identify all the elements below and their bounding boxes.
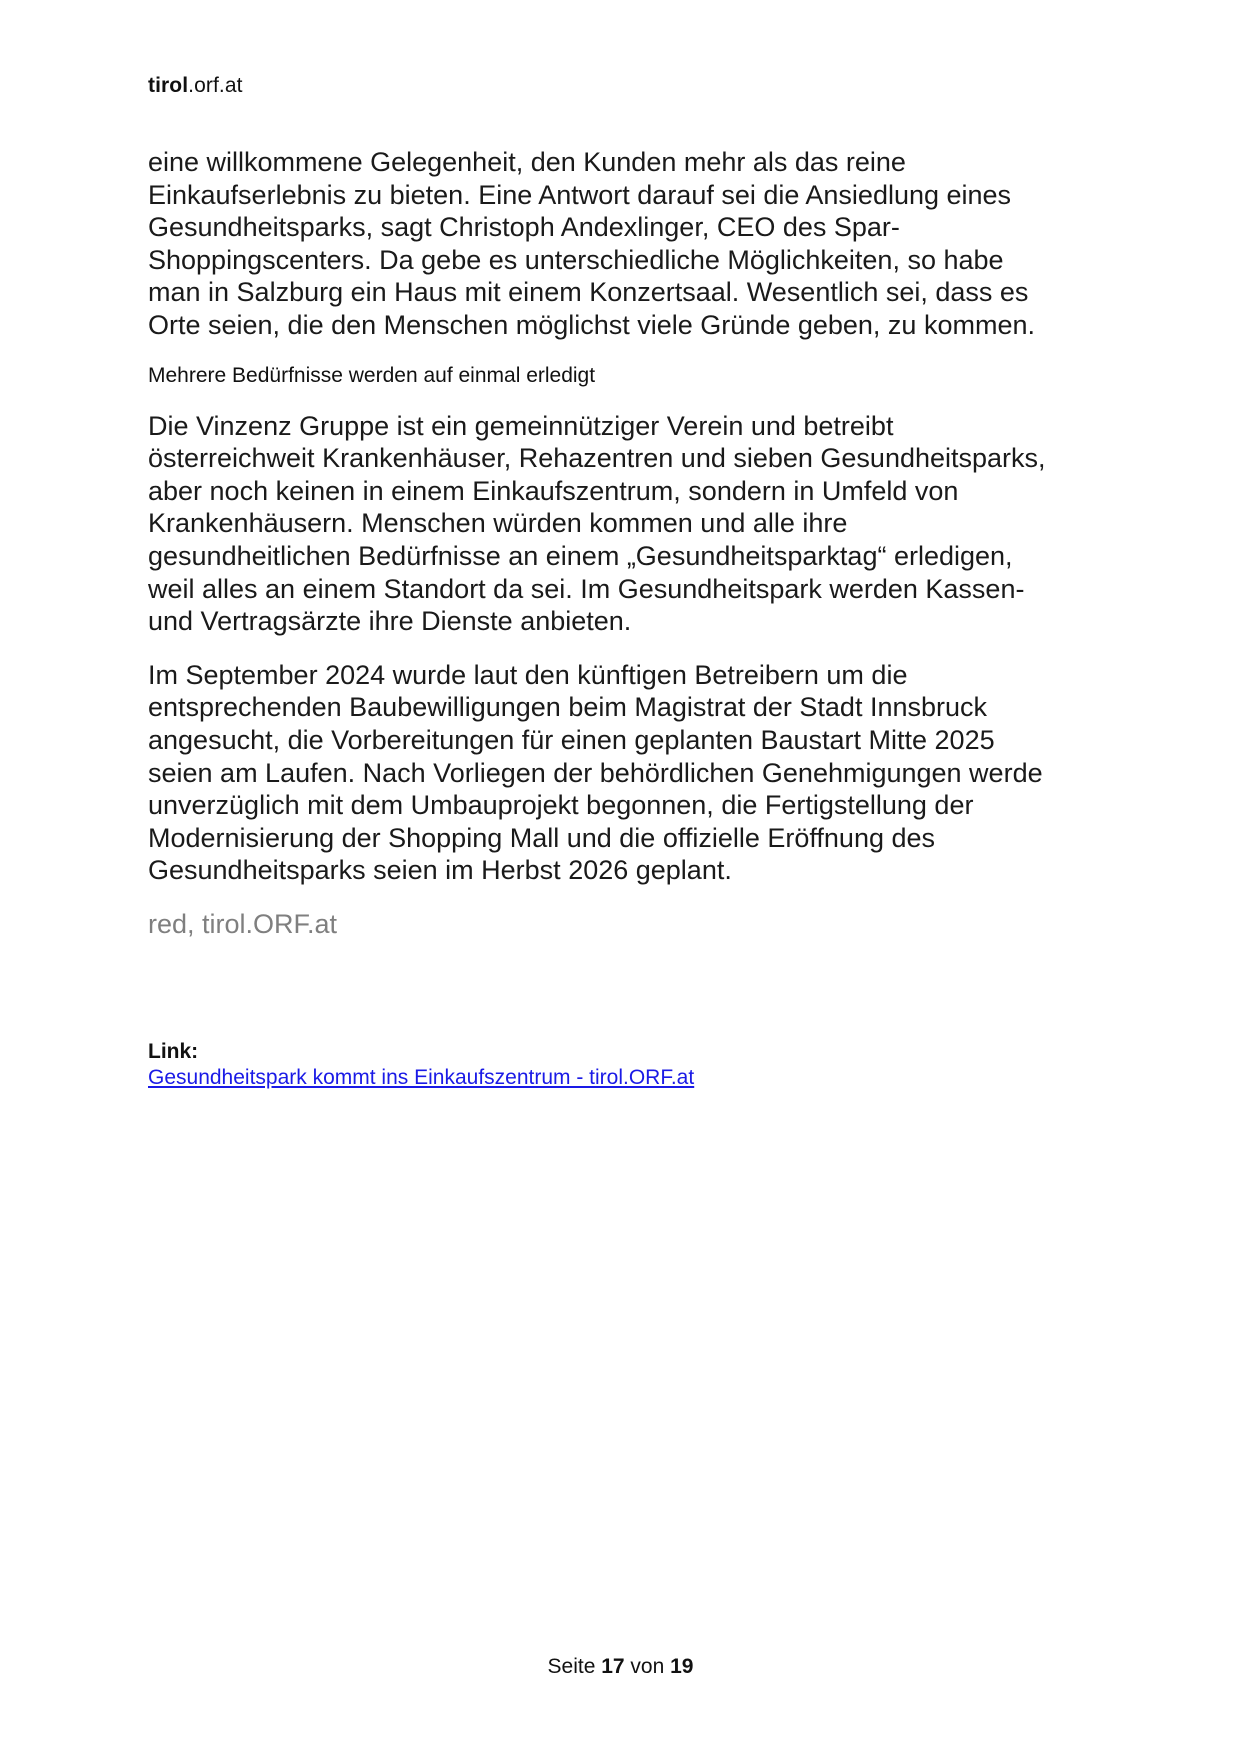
page-label: Seite xyxy=(547,1655,602,1678)
article-body xyxy=(148,146,1108,940)
page-footer xyxy=(0,1655,1241,1679)
total-page-count: 19 xyxy=(670,1655,694,1678)
article-paragraph: eine willkommene Gelegenheit, den Kunden mehr als das reine Einkaufserlebnis zu bieten. Eine Antwort darauf sei die Ansiedlung eines Gesundheitsparks, sagt Christoph Andexlinger, CEO des Spar- Shoppingscenters. Da gebe es unterschiedliche Möglichkeiten, so habe man in Salzburg ein Haus mit einem Konzertsaal. Wesentlich sei, dass es Orte seien, die den Menschen möglichst viele Gründe geben, zu kommen. xyxy=(148,147,1035,340)
article-paragraph: Im September 2024 wurde laut den künftigen Betreibern um die entsprechenden Baubewilligungen beim Magistrat der Stadt Innsbruck angesucht, die Vorbereitungen für einen geplanten Baustart Mitte 2025 seien am Laufen. Nach Vorliegen der behördlichen Genehmigungen werde unverzüglich mit dem Umbauprojekt begonnen, die Fertigstellung der Modernisierung der Shopping Mall und die offizielle Eröffnung des Gesundheitsparks seien im Herbst 2026 geplant. xyxy=(148,659,1043,886)
article-subheading: Mehrere Bedürfnisse werden auf einmal erledigt xyxy=(148,363,596,387)
current-page-number: 17 xyxy=(601,1655,625,1678)
site-header xyxy=(148,74,243,98)
link-section xyxy=(148,1039,694,1091)
article-source-link[interactable]: Gesundheitspark kommt ins Einkaufszentrum - tirol.ORF.at xyxy=(148,1066,695,1089)
site-name-domain: .orf.at xyxy=(188,74,243,97)
site-name-bold: tirol xyxy=(148,74,189,97)
page-of-label: von xyxy=(624,1655,671,1678)
link-label: Link: xyxy=(148,1040,199,1063)
article-paragraph: Die Vinzenz Gruppe ist ein gemeinnütziger Verein und betreibt österreichweit Krankenhäuser, Rehazentren und sieben Gesundheitsparks, aber noch keinen in einem Einkaufszentrum, sondern in Umfeld von Krankenhäusern. Menschen würden kommen und alle ihre gesundheitlichen Bedürfnisse an einem „Gesundheitsparktag“ erledigen, weil alles an einem Standort da sei. Im Gesundheitspark werden Kassen- und Vertragsärzte ihre Dienste anbieten. xyxy=(148,410,1046,637)
article-byline: red, tirol.ORF.at xyxy=(148,908,338,939)
